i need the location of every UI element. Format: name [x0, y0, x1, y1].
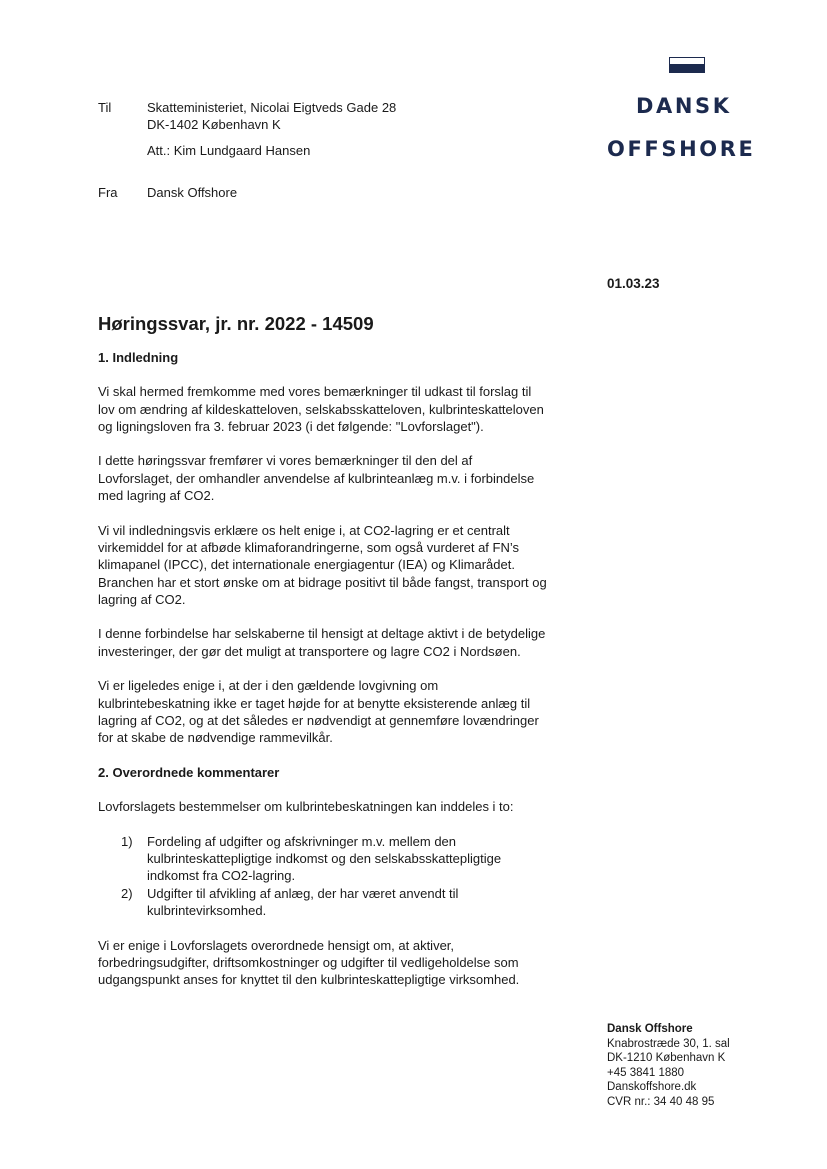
paragraph: Lovforslagets bestemmelser om kulbrintebeskatningen kan inddeles i to:: [98, 799, 514, 815]
footer-company-name: Dansk Offshore: [607, 1023, 693, 1035]
paragraph: Vi er ligeledes enige i, at der i den gældende lovgivning om kulbrintebeskatning ikke er taget højde for at benytte eksisterende anlæg til lagring af CO2, og at det således er nødvendigt at gennemføre lovændringer for at skabe de nødvendige rammevilkår.: [98, 678, 539, 746]
section-heading-introduction: 1. Indledning: [98, 350, 179, 365]
paragraph: Vi vil indledningsvis erklære os helt enige i, at CO2-lagring er et centralt virkemiddel for at afbøde klimaforandringerne, som også vurderet af FN’s klimapanel (IPCC), det internationale energiagentur (IEA) og Klimarådet. Branchen har et stort ønske om at bidrage positivt til både fangst, transport og lagring af CO2.: [98, 522, 547, 607]
paragraph: Vi skal hermed fremkomme med vores bemærkninger til udkast til forslag til lov om ændring af kildeskatteloven, selskabsskatteloven, kulbrinteskatteloven og ligningsloven fra 3. februar 2023 (i det følgende: "Lovforslaget").: [98, 384, 544, 434]
letter-body: [98, 349, 550, 1006]
footer-address1: Knabrostræde 30, 1. sal: [607, 1037, 730, 1050]
footer-cvr: CVR nr.: 34 40 48 95: [607, 1095, 715, 1108]
footer-website: Danskoffshore.dk: [607, 1081, 697, 1094]
list-item-number: 2): [121, 885, 133, 901]
numbered-list: [98, 833, 550, 919]
sender-label: Fra: [98, 185, 118, 200]
list-item-number: 1): [121, 833, 133, 849]
letter-date: 01.03.23: [607, 276, 660, 291]
paragraph: Vi er enige i Lovforslagets overordnede hensigt om, at aktiver, forbedringsudgifter, driftsomkostninger og udgifter til vedligeholdelse som udgangspunkt anses for knyttet til den kulbrinteskattepligtige virksomhed.: [98, 937, 520, 988]
logo-text-line1: DANSK: [636, 94, 732, 118]
section-heading-overall-comments: 2. Overordnede kommentarer: [98, 764, 280, 780]
paragraph: I dette høringssvar fremfører vi vores bemærkninger til den del af Lovforslaget, der omhandler anvendelse af kulbrinteanlæg m.v. i forbindelse med lagring af CO2.: [98, 453, 535, 504]
footer-phone: +45 3841 1880: [607, 1066, 685, 1079]
list-item: [98, 833, 550, 885]
list-item-text: Udgifter til afvikling af anlæg, der har været anvendt til kulbrintevirksomhed.: [147, 885, 459, 918]
recipient-line2: DK-1402 København K: [147, 117, 281, 132]
recipient-label: Til: [98, 100, 112, 115]
list-item-text: Fordeling af udgifter og afskrivninger m.v. mellem den kulbrinteskattepligtige indkomst og den selskabsskattepligtige indkomst fra CO2-lagring.: [147, 833, 502, 884]
footer-address2: DK-1210 København K: [607, 1052, 726, 1065]
list-item: [98, 885, 550, 920]
logo-text-line2: OFFSHORE: [607, 137, 756, 161]
document-title: Høringssvar, jr. nr. 2022 - 14509: [98, 313, 374, 334]
recipient-line1: Skatteministeriet, Nicolai Eigtveds Gade 28: [147, 100, 397, 115]
paragraph: I denne forbindelse har selskaberne til hensigt at deltage aktivt i de betydelige investeringer, der gør det muligt at transportere og lagre CO2 i Nordsøen.: [98, 626, 546, 659]
sender-name: Dansk Offshore: [147, 185, 238, 200]
recipient-att: Att.: Kim Lundgaard Hansen: [147, 143, 311, 158]
recipient-address: [147, 99, 396, 159]
flag-icon: [669, 57, 705, 73]
footer-contact: [607, 1022, 730, 1110]
